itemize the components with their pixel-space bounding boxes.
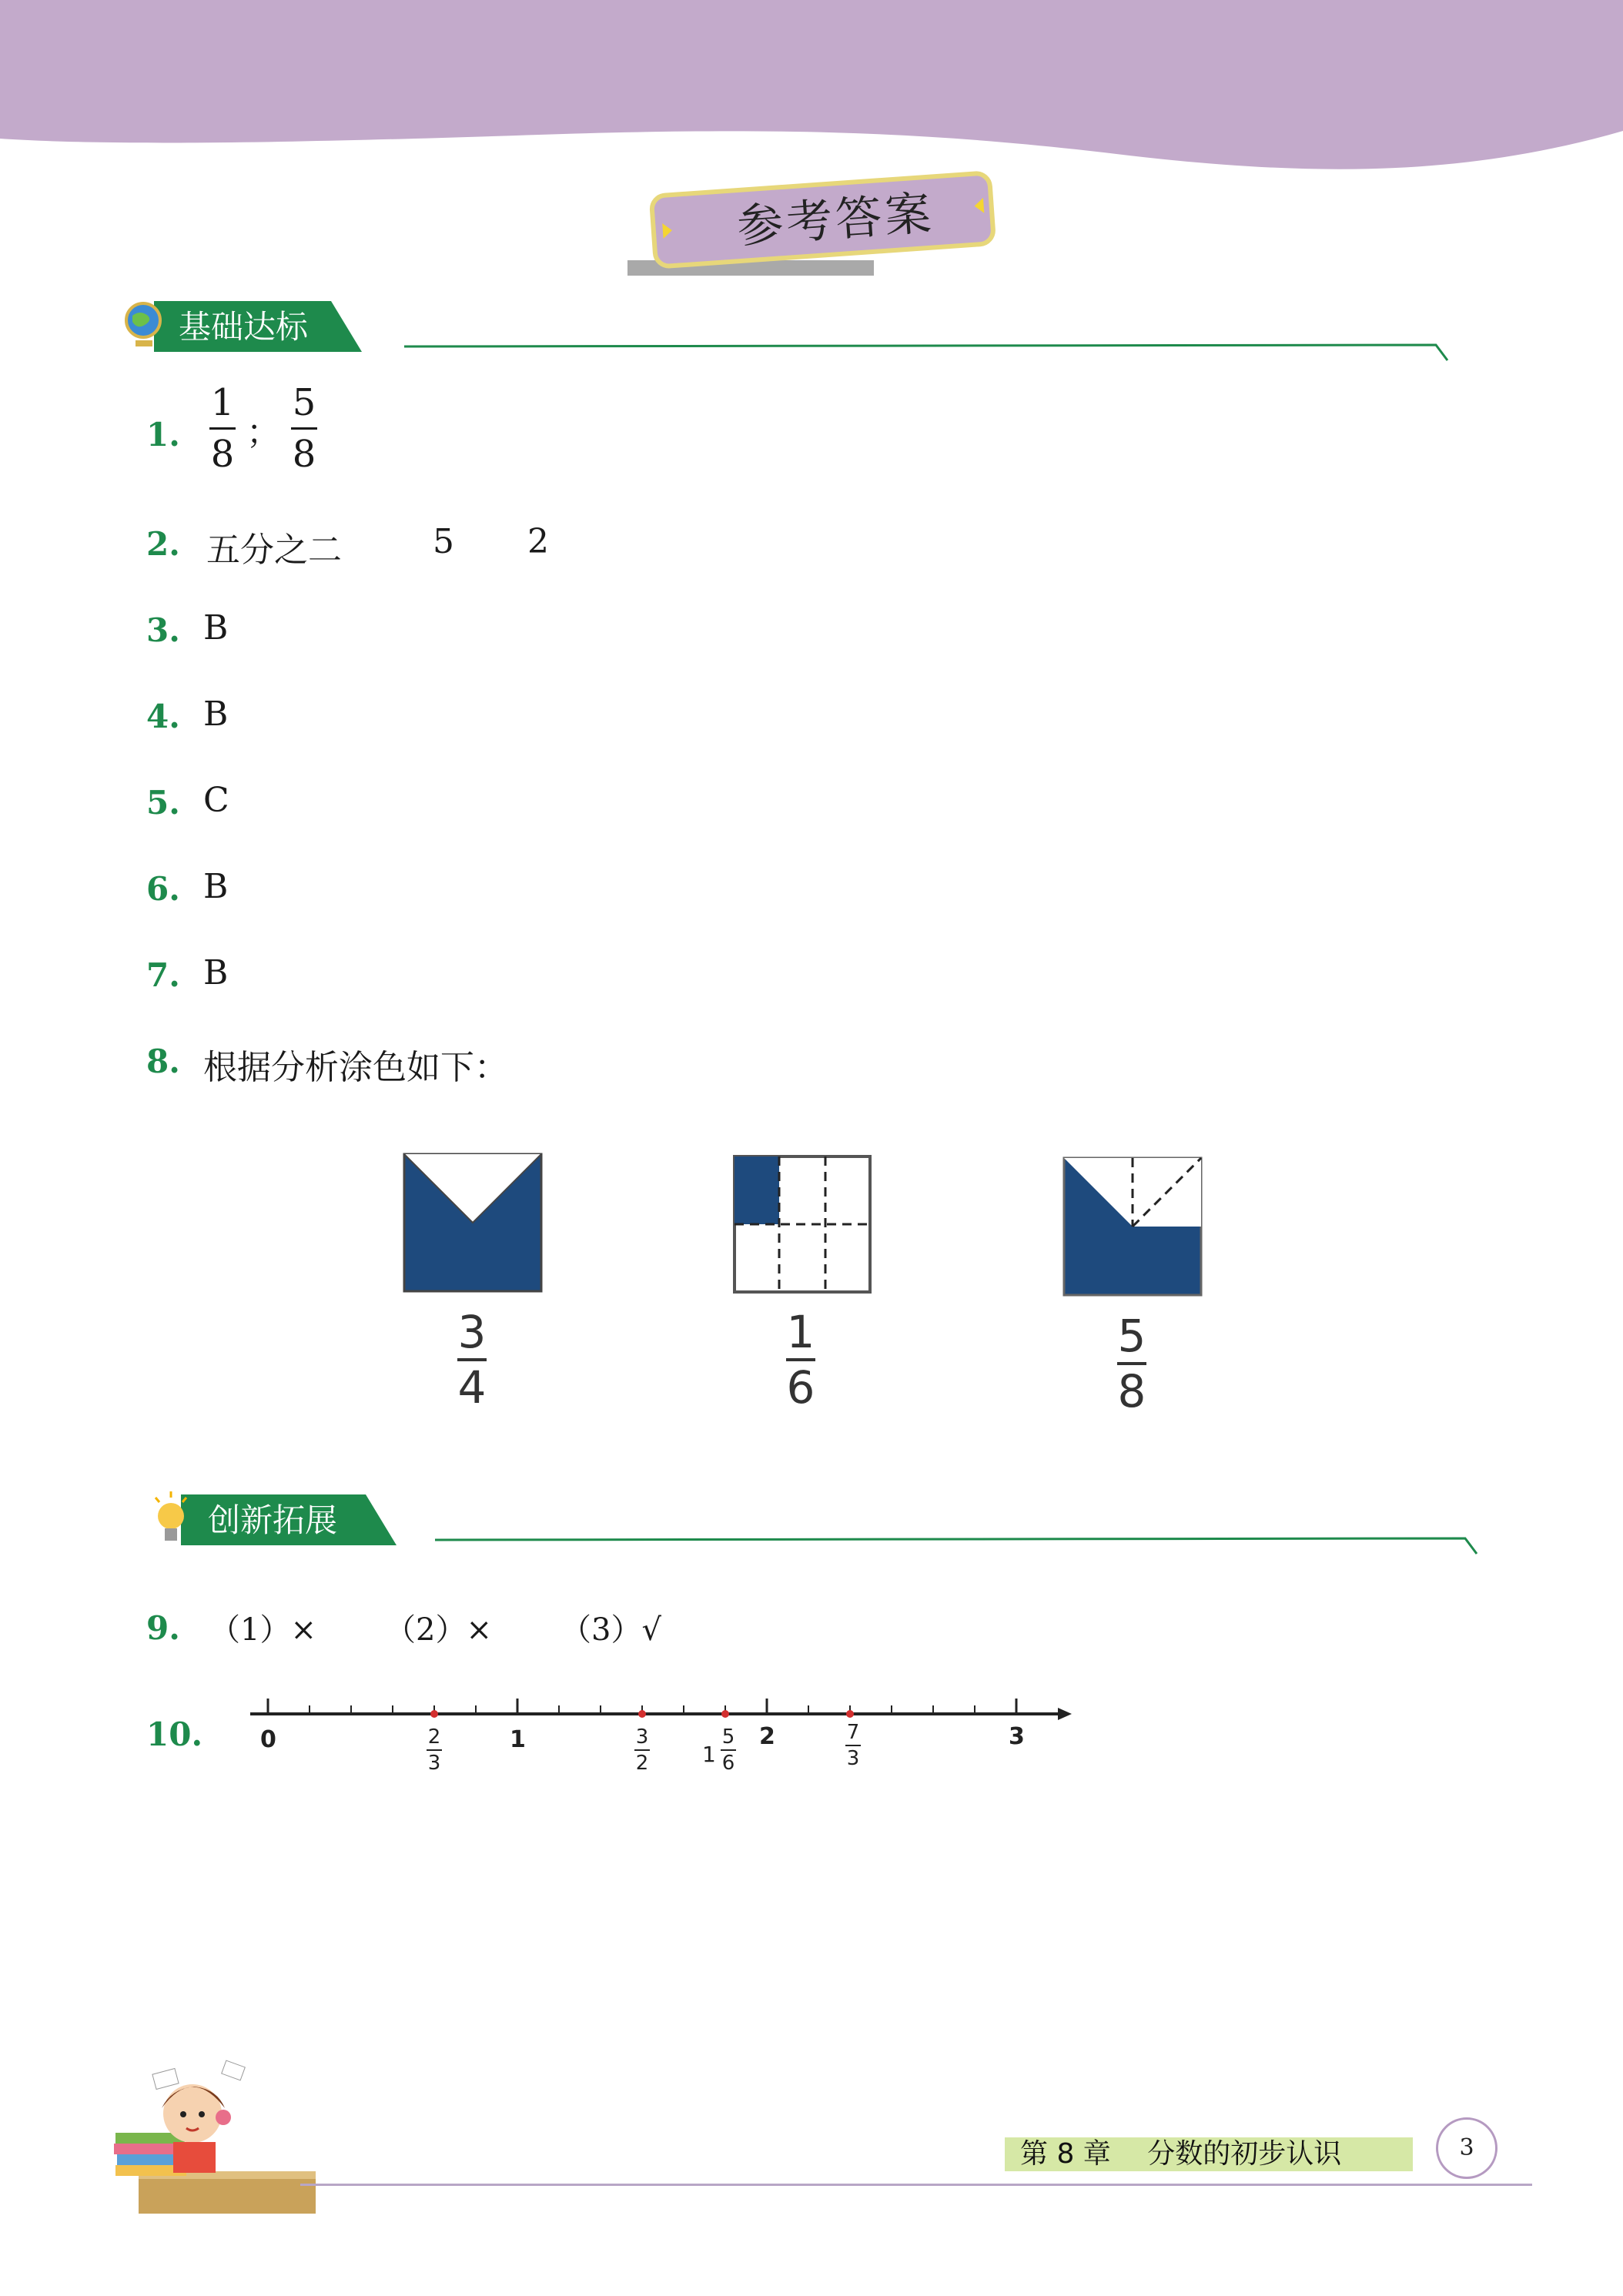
section-divider-line [435, 1534, 1482, 1557]
number-line-label: 3 [1009, 1723, 1025, 1750]
number-line-label: 1 [510, 1726, 526, 1753]
separator: ； [246, 412, 280, 452]
q2-value-2: 2 [527, 522, 549, 561]
question-number: 4. [146, 698, 180, 735]
q3-answer: B [203, 608, 229, 648]
question-number: 1. [146, 416, 180, 454]
figure-fraction [1101, 1310, 1163, 1417]
q9-part-3: （3）√ [561, 1612, 661, 1648]
q9-part-2: （2）× [385, 1612, 492, 1648]
number-line-label: 0 [260, 1726, 276, 1753]
fraction-bar [291, 427, 317, 430]
fraction-numerator: 5 [1117, 1310, 1146, 1362]
fraction-denominator: 4 [457, 1361, 487, 1414]
q2-value-1: 5 [433, 522, 454, 561]
fraction-numerator: 5 [292, 381, 316, 424]
question-number: 2. [146, 525, 180, 563]
section-divider-line [404, 340, 1451, 363]
section-label-innovation: 创新拓展 [208, 1501, 338, 1539]
fraction-numerator: 5 [721, 1725, 735, 1749]
mixed-number-whole: 1 [702, 1742, 716, 1767]
fraction-bar [209, 427, 236, 430]
fraction-denominator: 6 [721, 1752, 735, 1775]
q4-answer: B [203, 694, 229, 734]
fraction-numerator: 2 [427, 1725, 441, 1749]
page-number: 3 [1436, 2117, 1498, 2179]
fraction-numerator: 1 [210, 381, 235, 424]
fraction-bar [721, 1749, 736, 1751]
question-number: 6. [146, 870, 180, 908]
number-line-fraction [627, 1726, 658, 1774]
q9-part-1: （1）× [209, 1612, 316, 1648]
footer-rule [300, 2184, 1532, 2186]
fraction-denominator: 8 [210, 433, 235, 476]
student-illustration [108, 2048, 323, 2217]
shaded-square-figure [403, 1153, 543, 1293]
number-line-fraction [419, 1726, 450, 1774]
fraction-denominator: 3 [846, 1747, 860, 1770]
question-number: 10. [146, 1715, 203, 1753]
fraction [291, 381, 317, 476]
shaded-square-figure [1062, 1156, 1203, 1297]
fraction-denominator: 6 [786, 1361, 815, 1414]
q8-text: 根据分析涂色如下： [203, 1048, 508, 1087]
lightbulb-icon [148, 1490, 194, 1548]
fraction-numerator: 7 [846, 1721, 860, 1744]
fraction-bar [845, 1745, 861, 1746]
fraction-denominator: 2 [635, 1752, 649, 1775]
q6-answer: B [203, 867, 229, 906]
question-number: 9. [146, 1609, 180, 1647]
shaded-square-figure [733, 1155, 872, 1295]
footer-chapter-title: 第 8 章 分数的初步认识 [1005, 2137, 1413, 2171]
fraction-denominator: 8 [292, 433, 316, 476]
figure-fraction [770, 1306, 832, 1414]
fraction-numerator: 3 [457, 1306, 487, 1358]
fraction-bar [427, 1749, 442, 1751]
figure-fraction [441, 1306, 503, 1414]
question-number: 7. [146, 956, 180, 994]
q5-answer: C [203, 781, 229, 820]
globe-icon [122, 299, 168, 353]
number-line [246, 1685, 1078, 1731]
fraction-bar [634, 1749, 650, 1751]
fraction-denominator: 3 [427, 1752, 441, 1775]
question-number: 3. [146, 611, 180, 649]
fraction [209, 381, 236, 476]
page-title: 参考答案 [735, 186, 936, 254]
number-line-label: 2 [759, 1723, 775, 1750]
q1-answer [209, 381, 317, 476]
q7-answer: B [203, 953, 229, 992]
question-number: 5. [146, 784, 180, 822]
number-line-fraction [713, 1726, 744, 1774]
q2-text: 五分之二 [206, 530, 342, 570]
top-decorative-band [0, 0, 1623, 185]
fraction-numerator: 1 [786, 1306, 815, 1358]
fraction-denominator: 8 [1117, 1365, 1146, 1417]
number-line-fraction [838, 1722, 868, 1769]
question-number: 8. [146, 1043, 180, 1080]
section-label-basic: 基础达标 [179, 308, 309, 346]
fraction-numerator: 3 [635, 1725, 649, 1749]
